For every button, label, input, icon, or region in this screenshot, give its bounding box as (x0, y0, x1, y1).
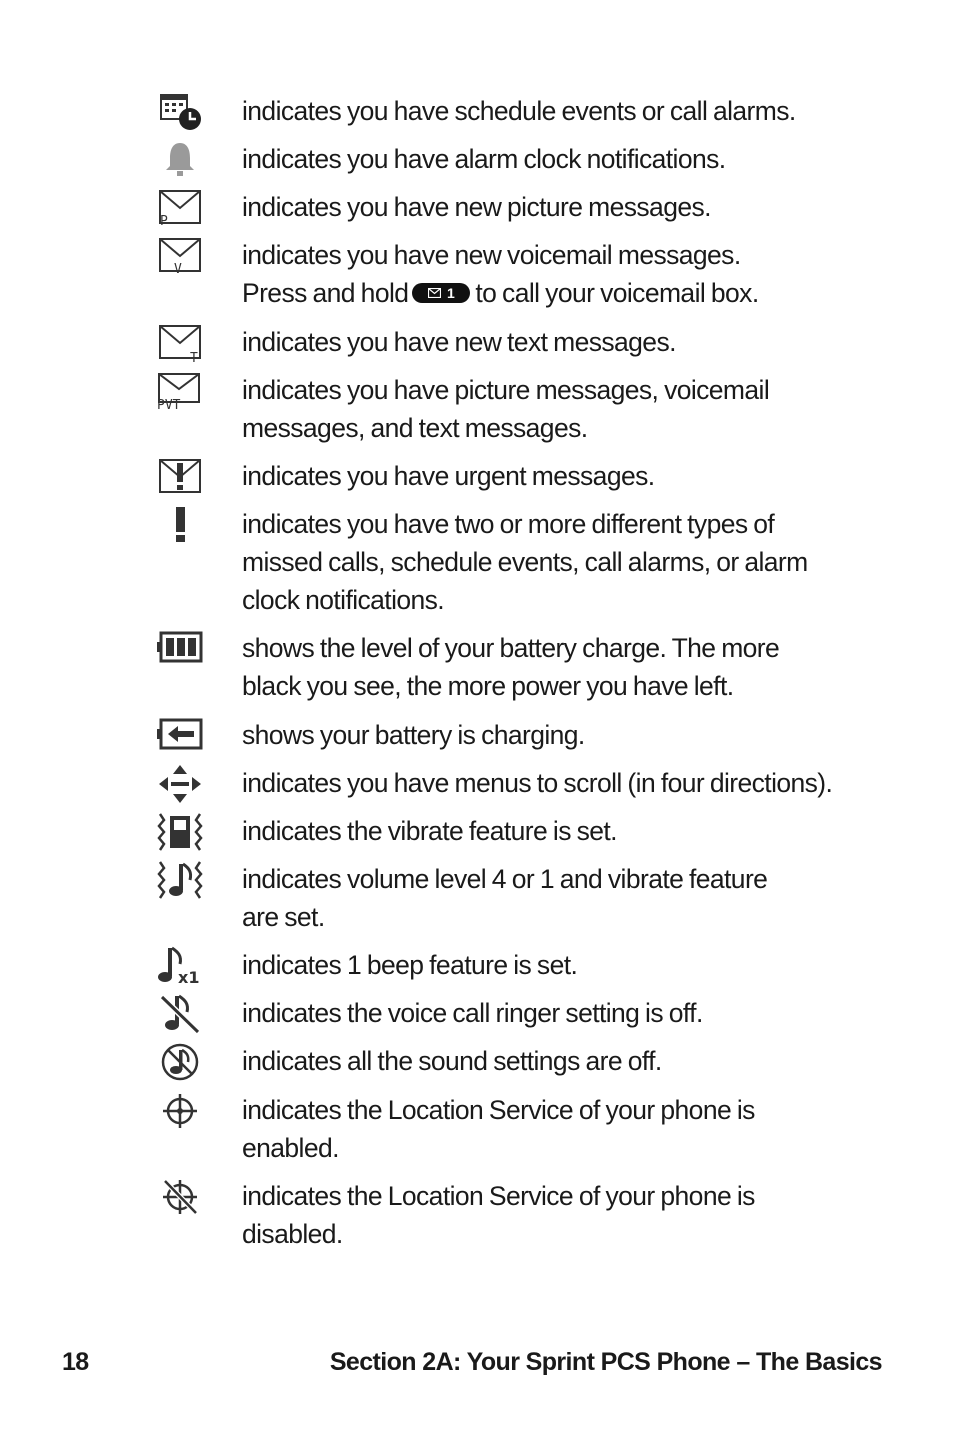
text-message-icon (150, 323, 210, 363)
entry-text: indicates 1 beep feature is set. (242, 950, 578, 980)
urgent-message-icon (150, 457, 210, 497)
schedule-alarm-icon (150, 92, 210, 132)
entry-text: are set. (242, 902, 325, 932)
entry-voicemail (150, 236, 880, 312)
battery-level-icon (150, 629, 210, 669)
entry-text: indicates you have urgent messages. (242, 461, 655, 491)
svg-text:V: V (174, 262, 182, 276)
scroll-directions-icon (150, 764, 210, 804)
entry-text: indicates you have schedule events or call alarms. (242, 96, 796, 126)
entry-volume-vibrate (150, 860, 880, 936)
entry-text: shows your battery is charging. (242, 720, 585, 750)
entry-text: black you see, the more power you have left. (242, 671, 734, 701)
entry-text-messages (150, 323, 880, 363)
vibrate-icon (150, 812, 210, 852)
one-beep-icon (150, 946, 210, 986)
battery-charging-icon (150, 716, 210, 756)
entry-text: enabled. (242, 1133, 339, 1163)
page-number: 18 (62, 1348, 89, 1376)
entry-pvt-messages (150, 371, 880, 447)
entry-scroll (150, 764, 880, 804)
entry-battery-charging (150, 716, 880, 756)
svg-text:T: T (190, 351, 198, 363)
alarm-bell-icon (150, 140, 210, 180)
volume-vibrate-icon (150, 860, 210, 900)
entry-text: indicates all the sound settings are off. (242, 1046, 662, 1076)
entry-one-beep (150, 946, 880, 986)
entry-schedule-alarm (150, 92, 880, 132)
svg-text:P: P (160, 214, 168, 228)
picture-message-icon (150, 188, 210, 228)
voicemail-instruction: Press and hold 1 to call your voicemail box. (242, 278, 759, 308)
exclamation-icon (150, 505, 210, 545)
entry-text: clock notifications. (242, 585, 445, 615)
entry-urgent (150, 457, 880, 497)
section-title: Section 2A: Your Sprint PCS Phone – The Basics (329, 1348, 882, 1376)
entry-text: indicates the vibrate feature is set. (242, 816, 617, 846)
ringer-off-icon (150, 994, 210, 1034)
entry-text: indicates you have two or more different types of (242, 509, 775, 539)
voicemail-message-icon (150, 236, 210, 276)
entry-text: indicates the Location Service of your phone is (242, 1095, 755, 1125)
voicemail-key: 1 (412, 283, 470, 303)
entry-multiple-missed (150, 505, 880, 619)
svg-text:PVT: PVT (157, 398, 181, 411)
svg-text:x1: x1 (178, 968, 200, 986)
entry-text: indicates you have new text messages. (242, 327, 676, 357)
entry-text: messages, and text messages. (242, 413, 588, 443)
entry-text: indicates you have menus to scroll (in four directions). (242, 768, 833, 798)
entry-sound-off (150, 1042, 880, 1082)
entry-text: indicates you have new voicemail messages. (242, 240, 741, 270)
entry-text: indicates you have alarm clock notifications. (242, 144, 726, 174)
entry-battery-level (150, 629, 880, 705)
pvt-messages-icon (150, 371, 210, 411)
page-footer (62, 1348, 882, 1384)
entry-text: missed calls, schedule events, call alarms, or alarm (242, 547, 808, 577)
entry-text: indicates volume level 4 or 1 and vibrate feature (242, 864, 768, 894)
entry-vibrate (150, 812, 880, 852)
entry-text: indicates you have picture messages, voicemail (242, 375, 770, 405)
sound-off-icon (150, 1042, 210, 1082)
entry-location-on (150, 1091, 880, 1167)
entry-location-off (150, 1177, 880, 1253)
entry-alarm-clock (150, 140, 880, 180)
entry-text: indicates the Location Service of your phone is (242, 1181, 755, 1211)
entry-text: indicates you have new picture messages. (242, 192, 711, 222)
location-on-icon (150, 1091, 210, 1131)
envelope-icon (428, 288, 441, 298)
entry-picture-messages (150, 188, 880, 228)
location-off-icon (150, 1177, 210, 1217)
entry-text: disabled. (242, 1219, 343, 1249)
entry-text: shows the level of your battery charge. The more (242, 633, 780, 663)
entry-text: indicates the voice call ringer setting is off. (242, 998, 703, 1028)
entry-ringer-off (150, 994, 880, 1034)
